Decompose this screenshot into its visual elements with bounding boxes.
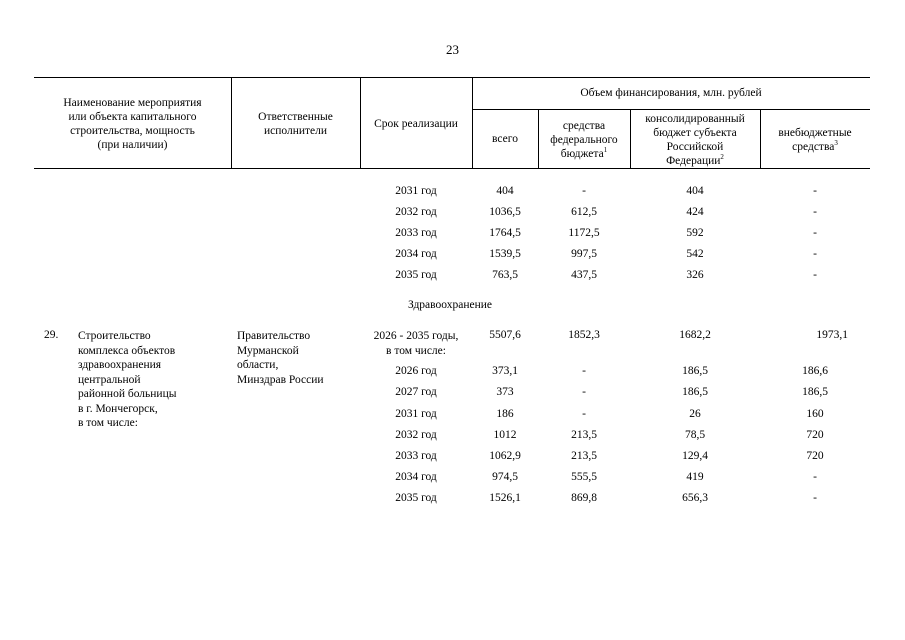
section-title: Здравоохранение [407,299,493,311]
header-consolidated-column: консолидированный бюджет субъекта Российской Федерации$^2$ [645,113,745,167]
page-number: 23 [446,42,459,57]
header-period-column: Срок реализации [374,118,458,130]
item-name: Строительство комплекса объектов здравоохранения центральной районной больницы в г. Мончегорск, в том числе: [78,330,177,429]
header-name-column: Наименование мероприятия или объекта капитального строительства, мощность (при наличии) [63,97,202,151]
header-federal-column: средства федерального бюджета$^1$ [550,120,618,160]
item-executors: Правительство Мурманской области, Минздрав России [237,330,324,386]
item-number: 29. [44,329,59,341]
header-executors-column: Ответственные исполнители [258,111,333,137]
header-extra-column: внебюджетные средства$^3$ [778,127,852,153]
header-total-column: всего [492,133,518,145]
header-funding-group: Объем финансирования, млн. рублей [580,87,762,99]
summary-period: 2026 - 2035 годы, в том числе: [373,330,459,357]
